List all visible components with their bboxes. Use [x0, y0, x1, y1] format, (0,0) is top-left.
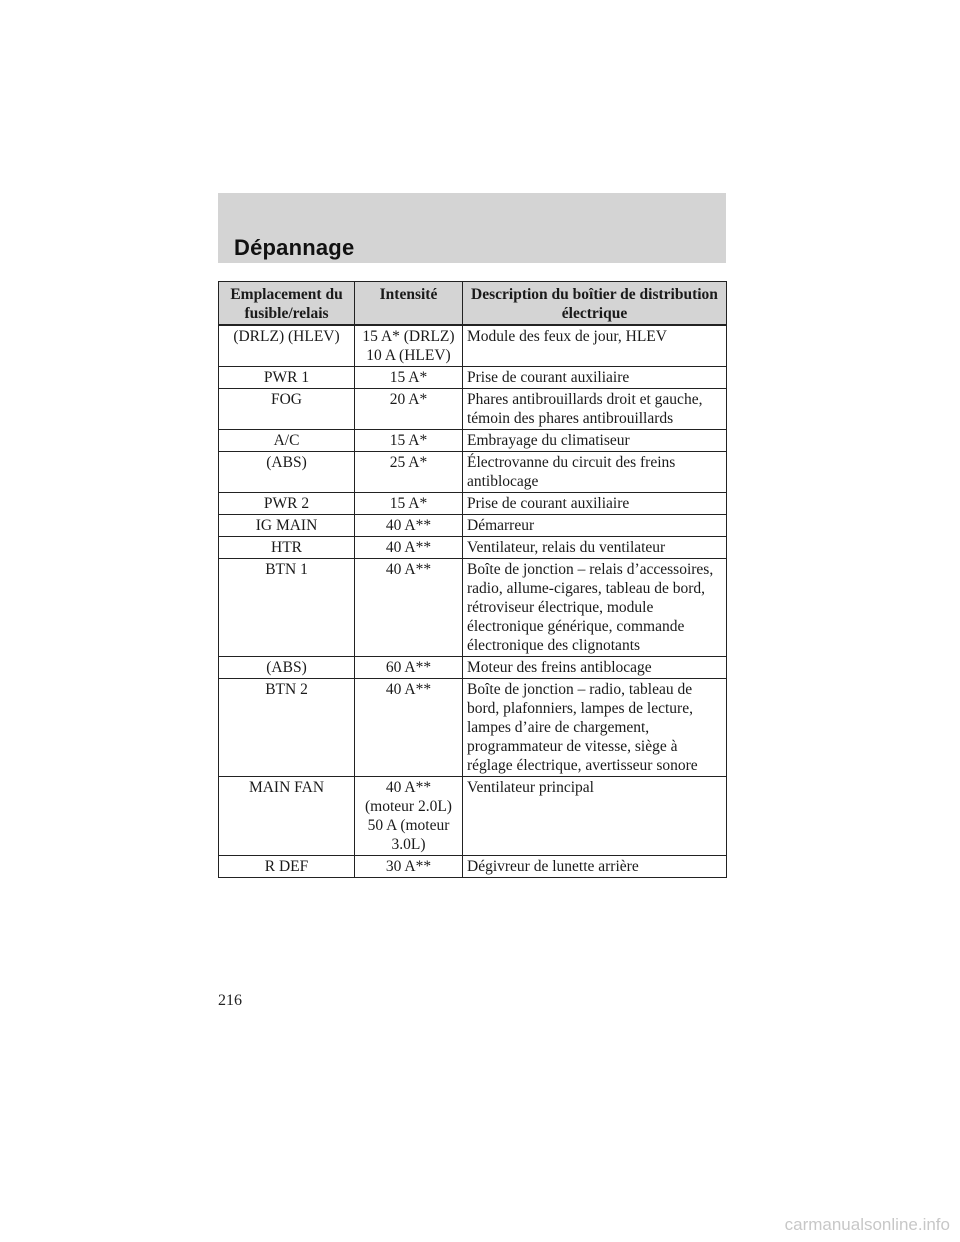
fuse-location: BTN 1: [219, 559, 355, 657]
table-row: [219, 325, 727, 367]
page-number: 216: [218, 992, 242, 1009]
fuse-amperage: 15 A*: [355, 430, 463, 452]
footer-watermark: carmanualsonline.info: [784, 1215, 950, 1234]
fuse-location: (ABS): [219, 657, 355, 679]
table-row: [219, 537, 727, 559]
table-row: [219, 777, 727, 856]
fuse-description: Boîte de jonction – radio, tableau de bord, plafonniers, lampes de lecture, lampes d’aire de chargement, programmateur de vitesse, siège à réglage électrique, avertisseur sonore: [463, 679, 727, 777]
fuse-amperage: 60 A**: [355, 657, 463, 679]
fuse-description: Moteur des freins antiblocage: [463, 657, 727, 679]
fuse-location: PWR 1: [219, 367, 355, 389]
table-row: [219, 367, 727, 389]
fuse-description: Ventilateur, relais du ventilateur: [463, 537, 727, 559]
fuse-description: Module des feux de jour, HLEV: [463, 325, 727, 367]
table-row: [219, 515, 727, 537]
fuse-location: BTN 2: [219, 679, 355, 777]
fuse-amperage: 40 A**: [355, 515, 463, 537]
table-row: [219, 856, 727, 878]
fuse-location: FOG: [219, 389, 355, 430]
table-row: [219, 493, 727, 515]
table-row: [219, 452, 727, 493]
fuse-location: (ABS): [219, 452, 355, 493]
table-header-row: [219, 282, 727, 326]
table-row: [219, 679, 727, 777]
fuse-location: MAIN FAN: [219, 777, 355, 856]
fuse-amperage: 20 A*: [355, 389, 463, 430]
fuse-location: HTR: [219, 537, 355, 559]
fuse-location: R DEF: [219, 856, 355, 878]
fuse-description: Ventilateur principal: [463, 777, 727, 856]
column-header-amperage: Intensité: [355, 282, 463, 326]
column-header-description: Description du boîtier de distribution électrique: [463, 282, 727, 326]
fuse-description: Démarreur: [463, 515, 727, 537]
fuse-location: (DRLZ) (HLEV): [219, 325, 355, 367]
fuse-table: [218, 281, 727, 878]
fuse-amperage: 40 A** (moteur 2.0L) 50 A (moteur 3.0L): [355, 777, 463, 856]
fuse-amperage: 15 A*: [355, 493, 463, 515]
section-header-band: [218, 193, 726, 263]
fuse-amperage: 30 A**: [355, 856, 463, 878]
fuse-description: Prise de courant auxiliaire: [463, 493, 727, 515]
fuse-location: IG MAIN: [219, 515, 355, 537]
fuse-description: Prise de courant auxiliaire: [463, 367, 727, 389]
fuse-description: Embrayage du climatiseur: [463, 430, 727, 452]
table-row: [219, 430, 727, 452]
fuse-amperage: 40 A**: [355, 679, 463, 777]
fuse-amperage: 15 A* (DRLZ) 10 A (HLEV): [355, 325, 463, 367]
table-row: [219, 389, 727, 430]
fuse-description: Phares antibrouillards droit et gauche, témoin des phares antibrouillards: [463, 389, 727, 430]
fuse-description: Dégivreur de lunette arrière: [463, 856, 727, 878]
table-row: [219, 657, 727, 679]
fuse-amperage: 25 A*: [355, 452, 463, 493]
fuse-description: Électrovanne du circuit des freins antiblocage: [463, 452, 727, 493]
fuse-location: A/C: [219, 430, 355, 452]
column-header-location: Emplacement du fusible/relais: [219, 282, 355, 326]
fuse-description: Boîte de jonction – relais d’accessoires, radio, allume-cigares, tableau de bord, rétroviseur électrique, module électronique générique, commande électronique des clignotants: [463, 559, 727, 657]
fuse-amperage: 40 A**: [355, 559, 463, 657]
fuse-amperage: 15 A*: [355, 367, 463, 389]
table-row: [219, 559, 727, 657]
fuse-location: PWR 2: [219, 493, 355, 515]
section-title: Dépannage: [234, 235, 355, 260]
fuse-amperage: 40 A**: [355, 537, 463, 559]
